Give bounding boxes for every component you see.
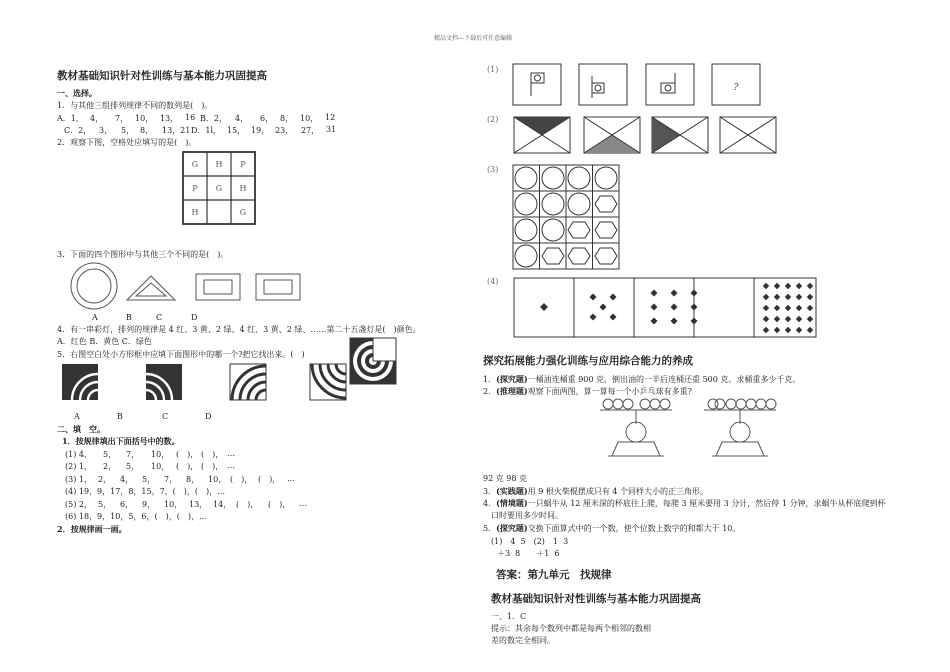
q5-label: B — [117, 412, 123, 421]
q3-label: A — [92, 313, 98, 322]
diamond — [807, 327, 813, 333]
diamond — [671, 304, 678, 311]
explore-q5-row2: ＋3 8 ＋1 6 — [497, 549, 560, 558]
answer-1-hint: 提示：其余每个数列中都是每两个相邻的数相 — [491, 624, 651, 633]
opt-cell: A．1， — [57, 114, 84, 123]
opt-cell: C．2， — [64, 126, 92, 135]
opt-cell: 4， — [90, 114, 104, 123]
letter-grid — [183, 152, 255, 224]
diamond — [763, 327, 769, 333]
answer-title: 答案：第九单元 找规律 — [496, 569, 612, 581]
opt-cell: 10， — [300, 114, 319, 123]
q3-label: C — [156, 313, 163, 322]
diamond — [796, 283, 802, 289]
scale-weights: 92 克 98 克 — [483, 474, 527, 483]
question-3: 3．下面的四个图形中与其他三个不同的是( )。 — [57, 250, 229, 259]
opt-cell: 4， — [235, 114, 249, 123]
q5-options — [62, 364, 372, 402]
opt-cell: D．1l， — [191, 126, 222, 135]
diamond — [763, 283, 769, 289]
opt-cell: 3， — [99, 126, 113, 135]
opt-cell: 19， — [251, 126, 270, 135]
question-2: 2．观察下图，空格处应填写的是( )。 — [57, 138, 197, 147]
diamond — [774, 294, 780, 300]
diamond — [600, 304, 607, 311]
section-heading-choice: 一、选择。 — [57, 88, 97, 98]
explore-q5-row1: (1) 4 5 (2) 1 3 — [491, 537, 569, 546]
answer-1-hint-cont: 差的数完全相同。 — [491, 636, 555, 645]
figure-label: (2) — [487, 115, 499, 124]
diamond — [785, 294, 791, 300]
opt-cell: 31 — [326, 125, 337, 134]
diamond — [590, 294, 597, 301]
diamond — [774, 316, 780, 322]
explore-q5: 5．(探究题)交换下面算式中的一个数，使个位数上数字的和都大于 10。 — [483, 523, 741, 533]
question-4: 4．有一串彩灯，排列的规律是 4 红、3 黄、2 绿、4 红、3 黄、2 绿、……第二十五盏灯是( )颜色。 — [57, 325, 421, 334]
diamond — [610, 314, 617, 321]
grid-cell: G — [215, 184, 223, 193]
grid-cell: H — [239, 184, 247, 193]
diamond — [540, 303, 548, 311]
question-4-options: A．红色 B．黄色 C．绿色 — [57, 337, 152, 346]
grid-cell: H — [191, 208, 199, 217]
opt-cell: 23， — [275, 126, 294, 135]
figure-1-sequence — [513, 63, 773, 107]
opt-cell: 15， — [227, 126, 246, 135]
figure-4-diamonds — [513, 277, 819, 339]
diamond — [796, 327, 802, 333]
q3-label: D — [191, 313, 198, 322]
diamond — [774, 283, 780, 289]
balance-scales — [600, 398, 780, 460]
diamond — [763, 305, 769, 311]
q5-label: A — [74, 412, 80, 421]
question-5: 5．右图空白处小方形框中应填下面图形中的哪一个?把它找出来。( ) — [57, 350, 305, 359]
q3-shapes — [70, 262, 310, 310]
diamond — [785, 327, 791, 333]
opt-cell: 13， — [160, 114, 179, 123]
opt-cell: B．2， — [200, 114, 227, 123]
diamond — [807, 294, 813, 300]
figure-label: (4) — [487, 277, 499, 286]
opt-cell: 13，21 — [162, 126, 191, 135]
figure-3-grid — [513, 165, 621, 271]
explore-q4: 4．(情境题)一只蜗牛从 12 厘米深的杯底往上爬，每爬 3 厘米要用 3 分计，然后停 1 分钟，求蜗牛从杯底爬到杯 — [483, 498, 886, 508]
opt-cell: 6， — [260, 114, 274, 123]
grid-cell: P — [192, 184, 198, 193]
figure-label: (3) — [487, 165, 499, 174]
diamond — [691, 318, 698, 325]
explore-q2: 2．(推理题)观察下面两图，算一算每一个小乒乓球有多重? — [483, 386, 692, 396]
diamond — [774, 327, 780, 333]
question-1: 1．与其他三组排列规律不同的数列是( )。 — [57, 101, 213, 110]
grid-cell: P — [240, 160, 246, 169]
section-title-explore: 探究拓展能力强化训练与应用综合能力的养成 — [483, 355, 693, 367]
q5-label: D — [205, 412, 212, 421]
section-heading-fill: 二、填 空。 — [57, 424, 105, 434]
section-title: 教材基础知识针对性训练与基本能力巩固提高 — [57, 70, 267, 82]
diamond — [774, 305, 780, 311]
diamond — [691, 290, 698, 297]
header-note: 精品文档---下载后可任意编辑 — [434, 35, 513, 42]
diamond — [671, 318, 678, 325]
figure-label: (1) — [487, 65, 499, 74]
diamond — [807, 283, 813, 289]
diamond — [651, 290, 658, 297]
explore-q3: 3．(实践题)用 9 根火柴棍摆成只有 4 个同样大小的正三角形。 — [483, 486, 709, 496]
opt-cell: 8， — [140, 126, 154, 135]
explore-q1: 1．(探究题)一桶油连桶重 900 克，倒出油的一半后连桶还重 500 克。求桶重多少千克。 — [483, 374, 801, 384]
diamond — [691, 304, 698, 311]
opt-cell: 16 — [185, 113, 196, 122]
diamond — [796, 294, 802, 300]
diamond — [785, 283, 791, 289]
q5-label: C — [162, 412, 169, 421]
diamond — [796, 305, 802, 311]
grid-cell: G — [239, 208, 247, 217]
fill-question-2: 2．按规律画一画。 — [57, 524, 127, 534]
diamond — [807, 316, 813, 322]
question-mark: ? — [733, 83, 739, 93]
opt-cell: 27， — [301, 126, 320, 135]
opt-cell: 12 — [325, 113, 336, 122]
opt-cell: 7， — [115, 114, 129, 123]
diamond — [590, 314, 597, 321]
grid-cell: G — [191, 160, 199, 169]
q3-label: B — [126, 313, 132, 322]
diamond — [671, 290, 678, 297]
diamond — [610, 294, 617, 301]
diamond — [763, 294, 769, 300]
opt-cell: 10， — [135, 114, 154, 123]
figure-2-sequence — [513, 116, 783, 156]
grid-cell: H — [215, 160, 223, 169]
diamond — [807, 305, 813, 311]
opt-cell: 8， — [280, 114, 294, 123]
diamond — [651, 304, 658, 311]
explore-q4-cont: 口时要用多少时间。 — [491, 511, 563, 520]
answer-section-title: 教材基础知识针对性训练与基本能力巩固提高 — [491, 593, 701, 605]
diamond — [763, 316, 769, 322]
opt-cell: 5， — [121, 126, 135, 135]
fill-question-1: 1．按规律填出下面括号中的数。 — [62, 436, 180, 446]
diamond — [651, 318, 658, 325]
answer-1: 一、1．C — [491, 612, 527, 621]
diamond — [796, 316, 802, 322]
diamond — [785, 316, 791, 322]
diamond — [785, 305, 791, 311]
